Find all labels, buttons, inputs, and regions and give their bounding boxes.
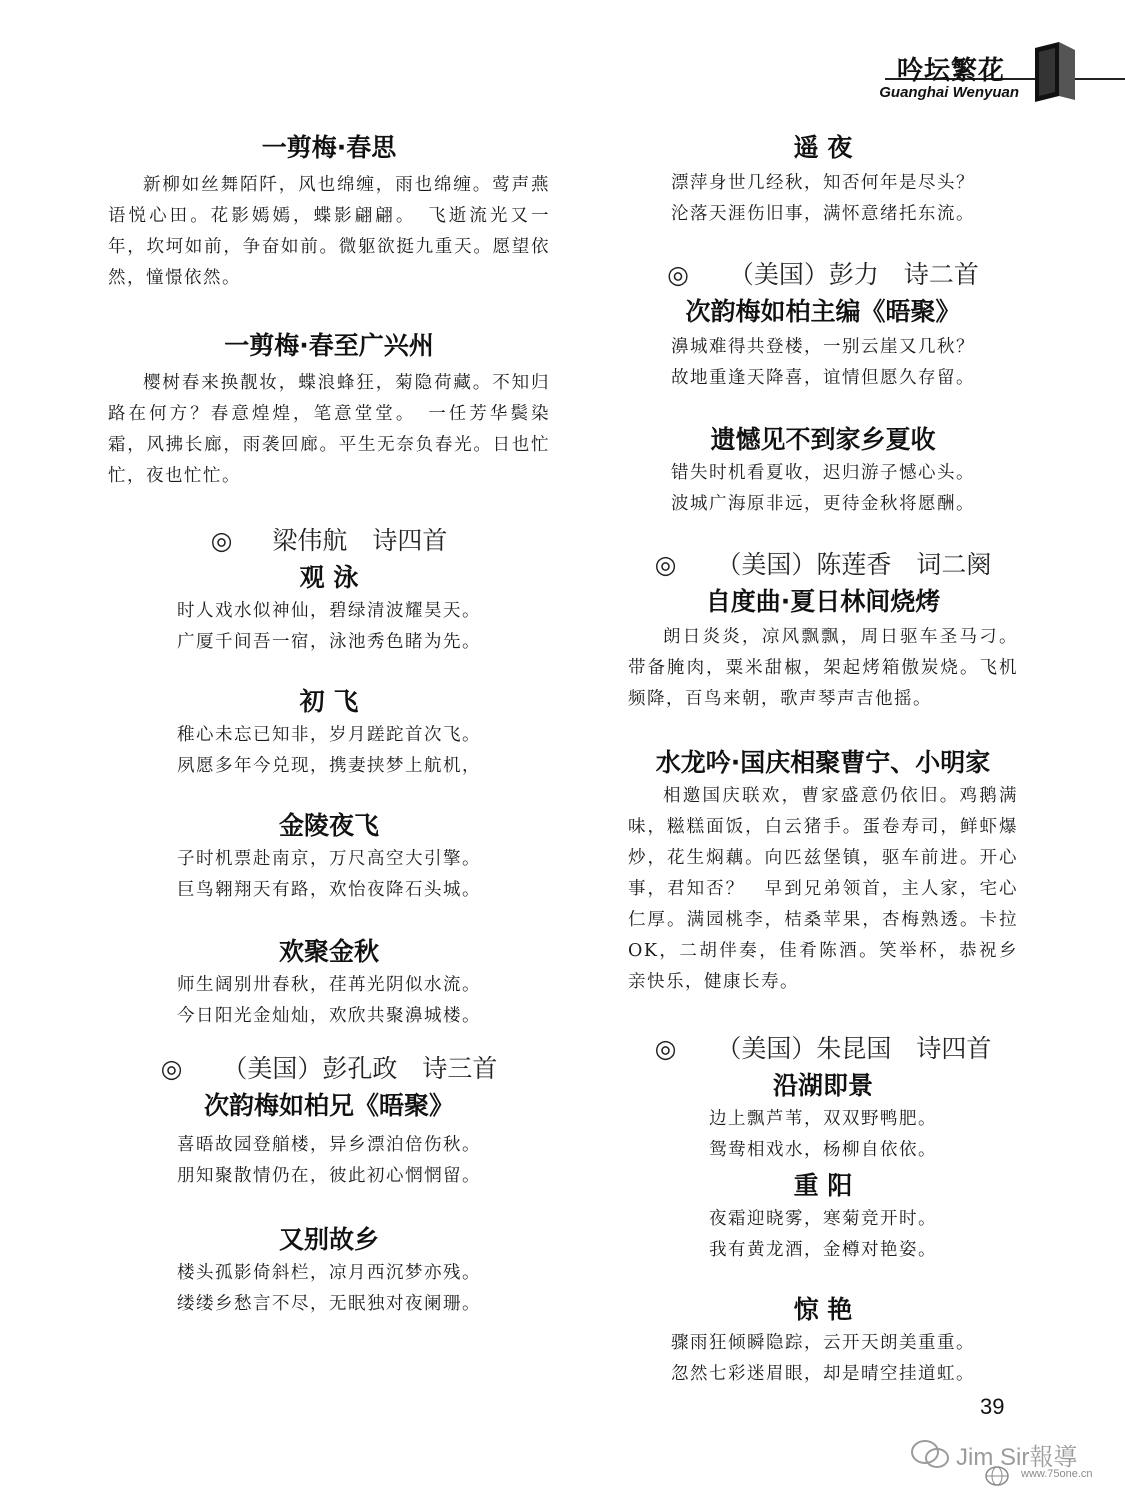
poem-title: 金陵夜飞 bbox=[278, 811, 379, 840]
poem-title: 惊 艳 bbox=[793, 1295, 853, 1324]
poem-text: 樱树春来换靓妆，蝶浪蜂狂，菊隐荷藏。不知归路在何方？春意煌煌，笔意堂堂。 一任芳华鬓染霜，风拂长廊，雨袭回廊。平生无奈负春光。日也忙忙，夜也忙忙。 bbox=[108, 373, 550, 486]
page-number: 39 bbox=[980, 1394, 1005, 1419]
poem-line: 濞城难得共登楼，一别云崖又几秋？ bbox=[671, 337, 975, 357]
poem-text: 新柳如丝舞陌阡，风也绵缠，雨也绵缠。莺声燕语悦心田。花影嫣嫣，蝶影翩翩。 飞逝流光又一年，坎坷如前，争奋如前。微躯欲挺九重天。愿望依然，憧憬依然。 bbox=[108, 175, 550, 288]
poem-line: 忽然七彩迷眉眼，却是晴空挂道虹。 bbox=[671, 1364, 975, 1384]
poem-text: 朗日炎炎，凉风飘飘，周日驱车圣马刁。带备腌肉，粟米甜椒，架起烤箱傲炭烧。飞机频降，百鸟来朝，歌声琴声吉他摇。 bbox=[628, 627, 1018, 709]
globe-icon bbox=[984, 1465, 1010, 1487]
poem-line: 骤雨狂倾瞬隐踪，云开天朗美重重。 bbox=[671, 1333, 975, 1353]
author-heading bbox=[628, 1030, 1018, 1068]
poem-line: 边上飘芦苇，双双野鸭肥。 bbox=[709, 1109, 937, 1129]
circle-mark-icon: ◎ bbox=[654, 1034, 677, 1063]
poem-line: 时人戏水似神仙，碧绿清波耀昊天。 bbox=[177, 601, 481, 621]
poem-line: 广厦千间吾一宿，泳池秀色睹为先。 bbox=[177, 632, 481, 652]
author-name: （美国）陈莲香 词二阕 bbox=[716, 550, 992, 579]
circle-mark-icon: ◎ bbox=[210, 526, 233, 555]
poem-title: 一剪梅·春思 bbox=[261, 133, 397, 162]
watermark bbox=[906, 1435, 1116, 1490]
author-heading bbox=[108, 1050, 550, 1088]
author-heading bbox=[108, 522, 550, 560]
page-header bbox=[835, 40, 1125, 110]
poem-title: 沿湖即景 bbox=[772, 1071, 873, 1100]
poem-title: 又别故乡 bbox=[278, 1225, 379, 1254]
poem-line: 缕缕乡愁言不尽，无眠独对夜阑珊。 bbox=[177, 1294, 481, 1314]
poem-line: 夜霜迎晓雾，寒菊竞开时。 bbox=[709, 1209, 937, 1229]
header-subtitle: Guanghai Wenyuan bbox=[879, 84, 1019, 101]
poem-line: 故地重逢天降喜，谊情但愿久存留。 bbox=[671, 368, 975, 388]
poem-title: 水龙吟·国庆相聚曹宁、小明家 bbox=[655, 748, 991, 777]
poem-title: 遥 夜 bbox=[793, 133, 853, 162]
poem-line: 楼头孤影倚斜栏，凉月西沉梦亦残。 bbox=[177, 1263, 481, 1283]
poem-line: 今日阳光金灿灿，欢欣共聚濞城楼。 bbox=[177, 1006, 481, 1026]
poem-title: 次韵梅如柏兄《晤聚》 bbox=[203, 1091, 454, 1120]
poem-title: 一剪梅·春至广兴州 bbox=[224, 331, 434, 360]
right-column bbox=[628, 130, 1018, 1390]
poem-line: 波城广海原非远，更待金秋将愿酬。 bbox=[671, 494, 975, 514]
author-heading bbox=[628, 256, 1018, 294]
author-name: （美国）朱昆国 诗四首 bbox=[716, 1034, 992, 1063]
poem-title: 重 阳 bbox=[793, 1171, 853, 1200]
poem-line: 稚心未忘已知非，岁月蹉跎首次飞。 bbox=[177, 725, 481, 745]
poem-line: 沦落天涯伤旧事，满怀意绪托东流。 bbox=[671, 204, 975, 224]
poem-line: 错失时机看夏收，迟归游子憾心头。 bbox=[671, 463, 975, 483]
poem-line: 朋知聚散情仍在，彼此初心惘惘留。 bbox=[177, 1166, 481, 1186]
author-name: （美国）彭孔政 诗三首 bbox=[222, 1054, 498, 1083]
circle-mark-icon: ◎ bbox=[160, 1054, 183, 1083]
poem-title: 遗憾见不到家乡夏收 bbox=[710, 425, 936, 454]
watermark-text: Jim Sir報導 bbox=[956, 1444, 1078, 1471]
book-icon bbox=[1033, 40, 1077, 102]
poem-title: 次韵梅如柏主编《晤聚》 bbox=[685, 297, 961, 326]
circle-mark-icon: ◎ bbox=[667, 260, 689, 289]
poem-line: 巨鸟翱翔天有路，欢怡夜降石头城。 bbox=[177, 880, 481, 900]
author-heading bbox=[628, 546, 1018, 584]
poem-line: 子时机票赴南京，万尺高空大引擎。 bbox=[177, 849, 481, 869]
poem-title: 自度曲·夏日林间烧烤 bbox=[705, 587, 941, 616]
poem-line: 我有黄龙酒，金樽对艳姿。 bbox=[709, 1240, 937, 1260]
left-column bbox=[108, 130, 550, 1320]
poem-text: 相邀国庆联欢，曹家盛意仍依旧。鸡鹅满味，糍糕面饭，白云猪手。蛋卷寿司，鲜虾爆炒，花生焖藕。向匹兹堡镇，驱车前进。开心事，君知否？ 早到兄弟领首，主人家，宅心仁厚。满园桃李，桔桑苹果，杏梅熟透。卡拉OK，二胡伴奏，佳肴陈酒。笑举杯，恭祝乡亲快乐，健康长寿。 bbox=[628, 786, 1018, 992]
header-title: 吟坛繁花 bbox=[896, 56, 1005, 86]
poem-line: 师生阔别卅春秋，荏苒光阴似水流。 bbox=[177, 975, 481, 995]
poem-line: 鸳鸯相戏水，杨柳自依依。 bbox=[709, 1140, 937, 1160]
poem-title: 初 飞 bbox=[299, 687, 359, 716]
poem-line: 漂萍身世几经秋，知否何年是尽头？ bbox=[671, 173, 975, 193]
author-name: （美国）彭力 诗二首 bbox=[728, 260, 979, 289]
poem-title: 观 泳 bbox=[299, 563, 359, 592]
author-name: 梁伟航 诗四首 bbox=[272, 526, 448, 555]
poem-line: 喜晤故园登艏楼，异乡漂泊倍伤秋。 bbox=[177, 1135, 481, 1155]
circle-mark-icon: ◎ bbox=[654, 550, 677, 579]
poem-line: 夙愿多年今兑现，携妻挟梦上航机， bbox=[177, 756, 481, 776]
watermark-site: www.75one.cn bbox=[1021, 1468, 1093, 1480]
poem-title: 欢聚金秋 bbox=[278, 937, 379, 966]
chat-bubble-icon bbox=[910, 1439, 950, 1471]
